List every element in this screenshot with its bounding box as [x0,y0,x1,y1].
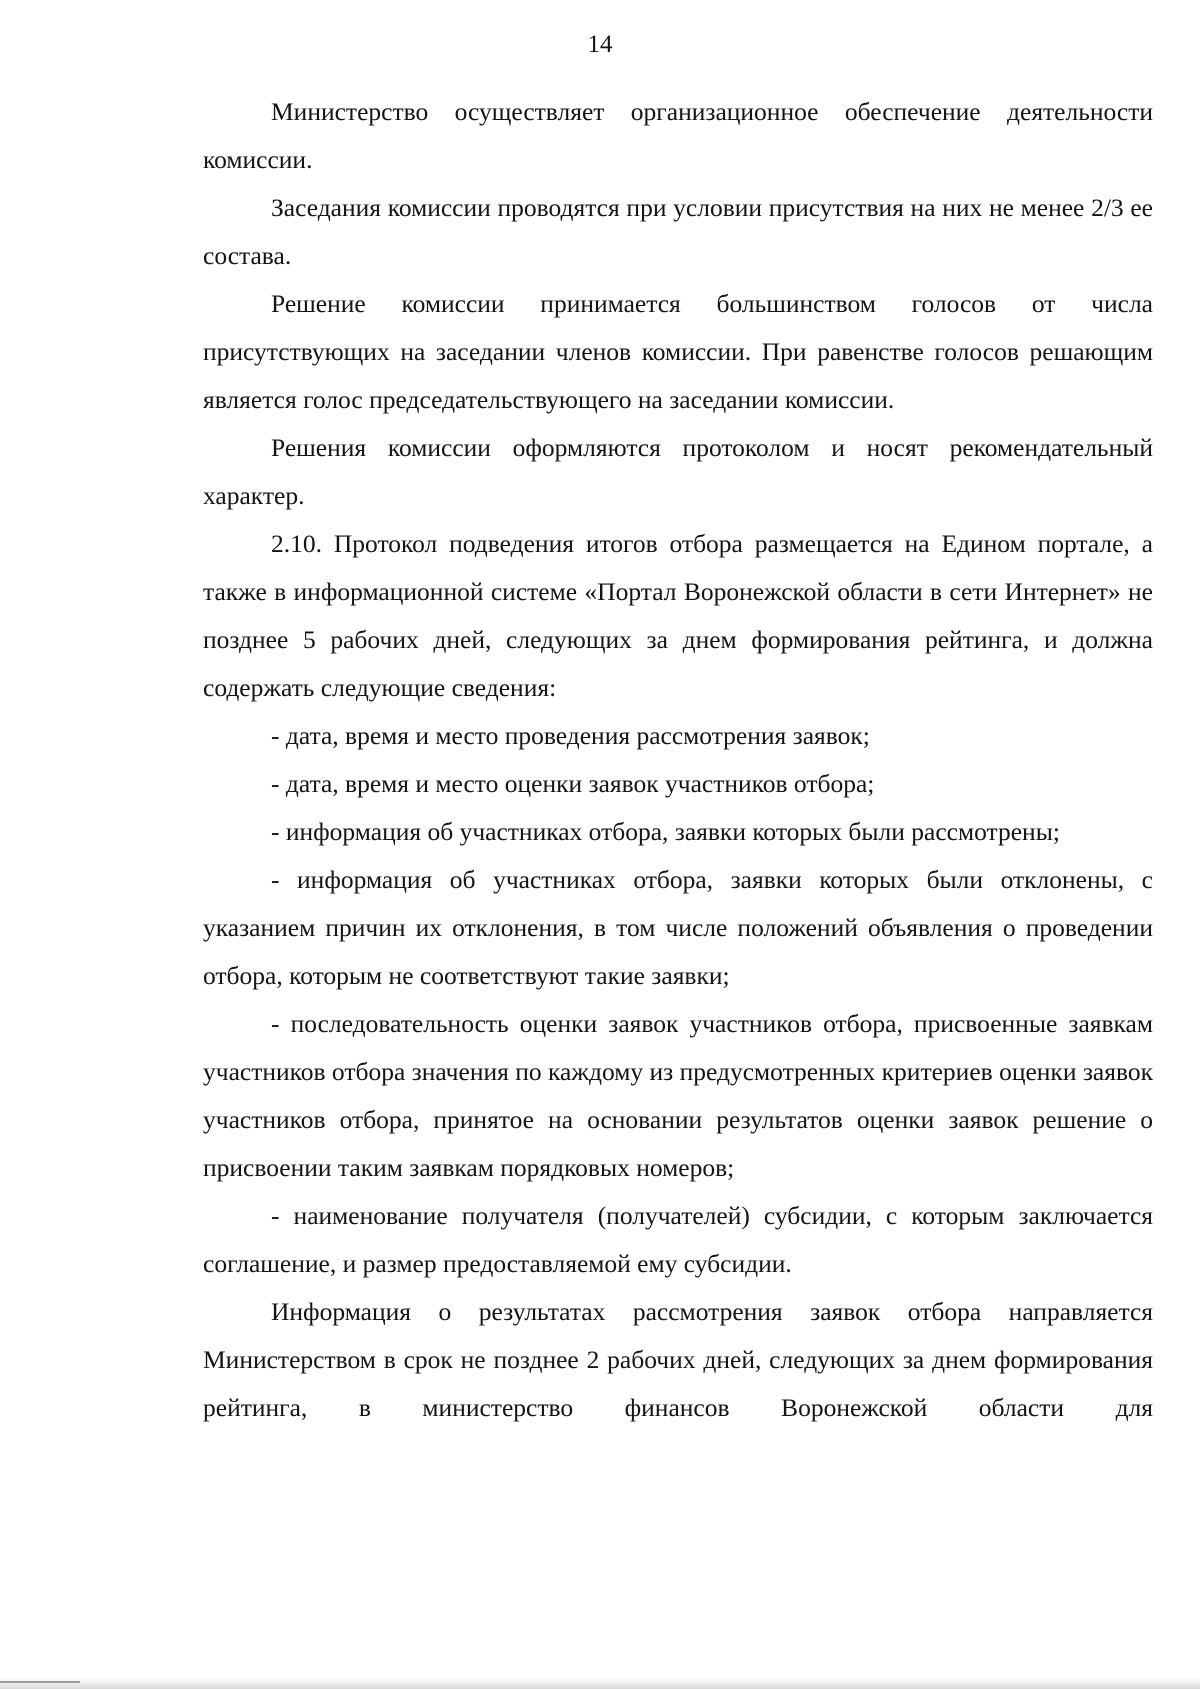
list-item-evaluation-sequence: - последовательность оценки заявок участников отбора, присвоенные заявкам участников отбора значения по каждому из предусмотренных критериев оценки заявок участников отбора, принятое на основании результатов оценки заявок решение о присвоении таким заявкам порядковых номеров; [203,1009,1153,1182]
list-item-review-date: - дата, время и место проведения рассмотрения заявок; [271,721,870,750]
paragraph-quorum: Заседания комиссии проводятся при условии присутствия на них не менее 2/3 ее состава. [203,193,1153,270]
list-item-rejected-participants: - информация об участниках отбора, заявки которых были отклонены, с указанием причин их отклонения, в том числе положений объявления о проведении отбора, которым не соответствуют такие заявки; [203,865,1153,990]
list-item-evaluation-date: - дата, время и место оценки заявок участников отбора; [271,769,875,798]
list-item-recipient-name: - наименование получателя (получателей) субсидии, с которым заключается соглашение, и размер предоставляемой ему субсидии. [203,1201,1153,1278]
paragraph-results-info: Информация о результатах рассмотрения заявок отбора направляется Министерством в срок не позднее 2 рабочих дней, следующих за днем формирования рейтинга, в министерство финансов Воронежской области для [203,1297,1153,1422]
list-item-reviewed-participants: - информация об участниках отбора, заявки которых были рассмотрены; [271,817,1060,846]
scan-edge-artifact [0,1677,1200,1689]
page-number: 14 [587,31,613,58]
paragraph-ministry-support: Министерство осуществляет организационное обеспечение деятельности комиссии. [203,97,1153,174]
document-body [203,88,1153,1432]
paragraph-decision-protocol: Решения комиссии оформляются протоколом и носят рекомендательный характер. [203,433,1153,510]
paragraph-decision-voting: Решение комиссии принимается большинством голосов от числа присутствующих на заседании членов комиссии. При равенстве голосов решающим является голос председательствующего на заседании комиссии. [203,289,1153,414]
paragraph-2-10-protocol: 2.10. Протокол подведения итогов отбора размещается на Едином портале, а также в информационной системе «Портал Воронежской области в сети Интернет» не позднее 5 рабочих дней, следующих за днем формирования рейтинга, и должна содержать следующие сведения: [203,529,1153,702]
